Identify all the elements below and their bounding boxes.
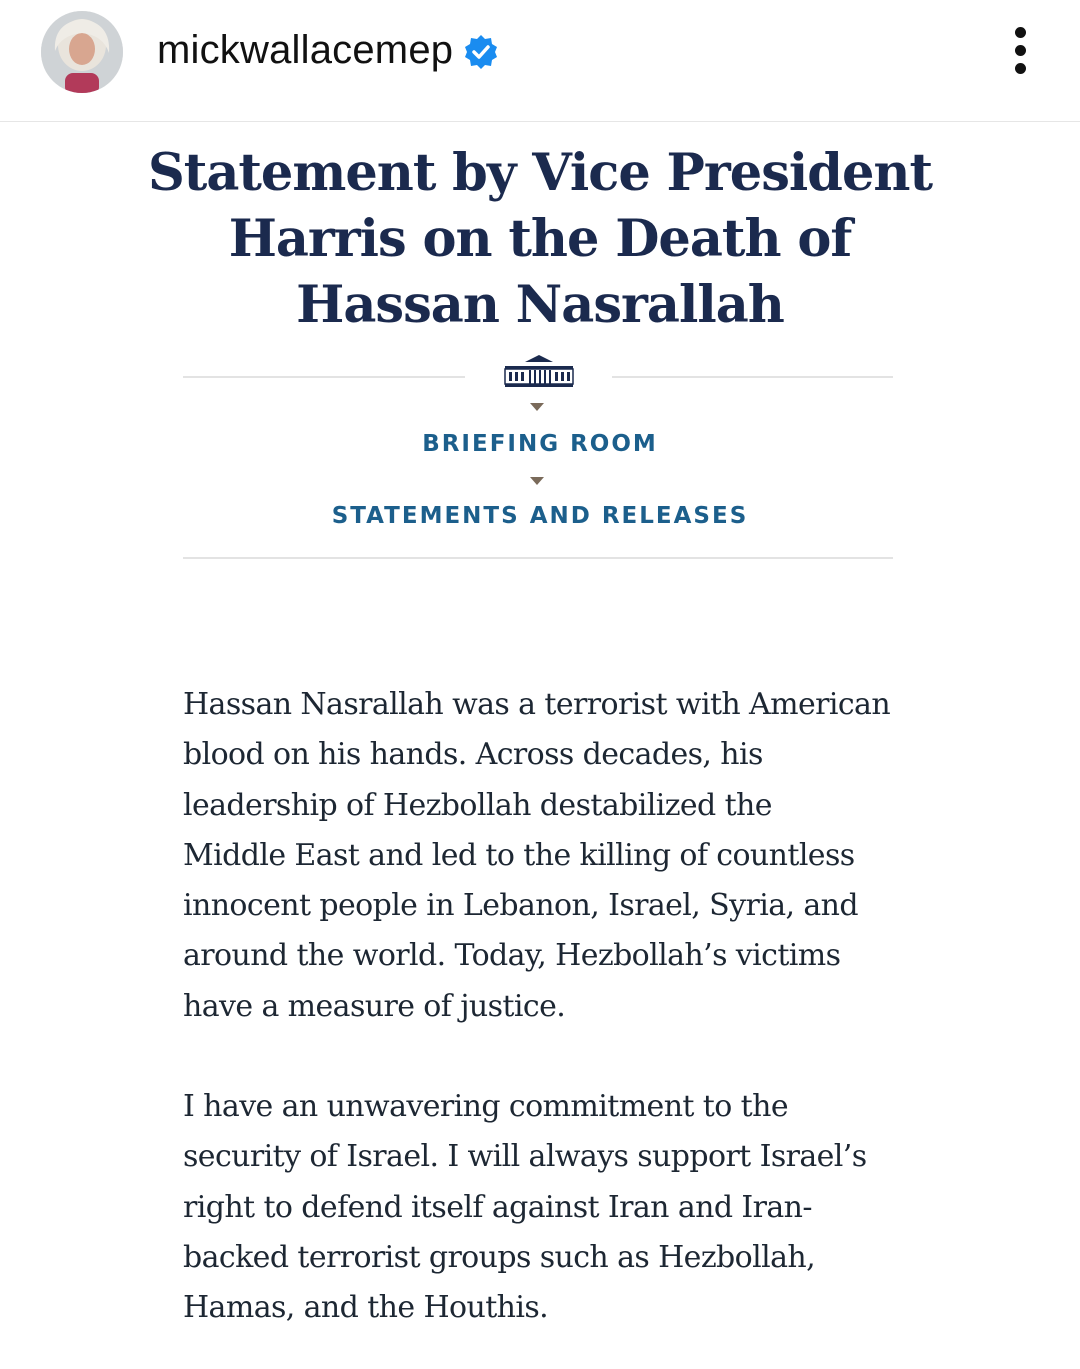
para2-line: backed terrorist groups such as Hezbollah, — [183, 1239, 816, 1275]
white-house-logo-icon — [503, 354, 575, 388]
breadcrumb-statements-and-releases[interactable]: STATEMENTS AND RELEASES — [331, 503, 749, 529]
more-options-icon[interactable] — [1000, 27, 1040, 77]
paragraph-2 — [183, 1082, 903, 1333]
para1-line: leadership of Hezbollah destabilized the — [183, 787, 772, 823]
caret-down-icon — [530, 403, 544, 411]
para1-line: Hassan Nasrallah was a terrorist with American — [183, 687, 891, 722]
post-header — [0, 0, 1080, 122]
breadcrumb-briefing-room[interactable]: BRIEFING ROOM — [422, 431, 658, 457]
divider-right — [612, 376, 893, 378]
statement-title — [140, 140, 940, 338]
para2-line: I have an unwavering commitment to the — [183, 1089, 788, 1124]
para1-line: innocent people in Lebanon, Israel, Syria, and — [183, 888, 858, 924]
para1-line: Middle East and led to the killing of countless — [183, 837, 855, 873]
divider-left — [183, 376, 465, 378]
avatar[interactable] — [41, 11, 123, 93]
avatar-photo — [41, 11, 123, 93]
username[interactable]: mickwallacemep — [157, 28, 454, 72]
title-line-2: Harris on the Death of — [228, 209, 852, 269]
para2-line: Hamas, and the Houthis. — [183, 1290, 549, 1326]
title-line-1: Statement by Vice President — [147, 143, 933, 203]
para1-line: around the world. Today, Hezbollah’s victims — [183, 938, 841, 974]
para2-line: right to defend itself against Iran and Iran- — [183, 1189, 812, 1225]
divider-bottom — [183, 557, 893, 559]
para1-line: have a measure of justice. — [183, 988, 566, 1024]
verified-badge-icon — [463, 34, 499, 70]
title-line-3: Hassan Nasrallah — [296, 275, 784, 335]
para2-line: security of Israel. I will always support Israel’s — [183, 1139, 867, 1175]
para1-line: blood on his hands. Across decades, his — [183, 737, 763, 773]
paragraph-1 — [183, 680, 903, 1032]
caret-down-icon — [530, 477, 544, 485]
